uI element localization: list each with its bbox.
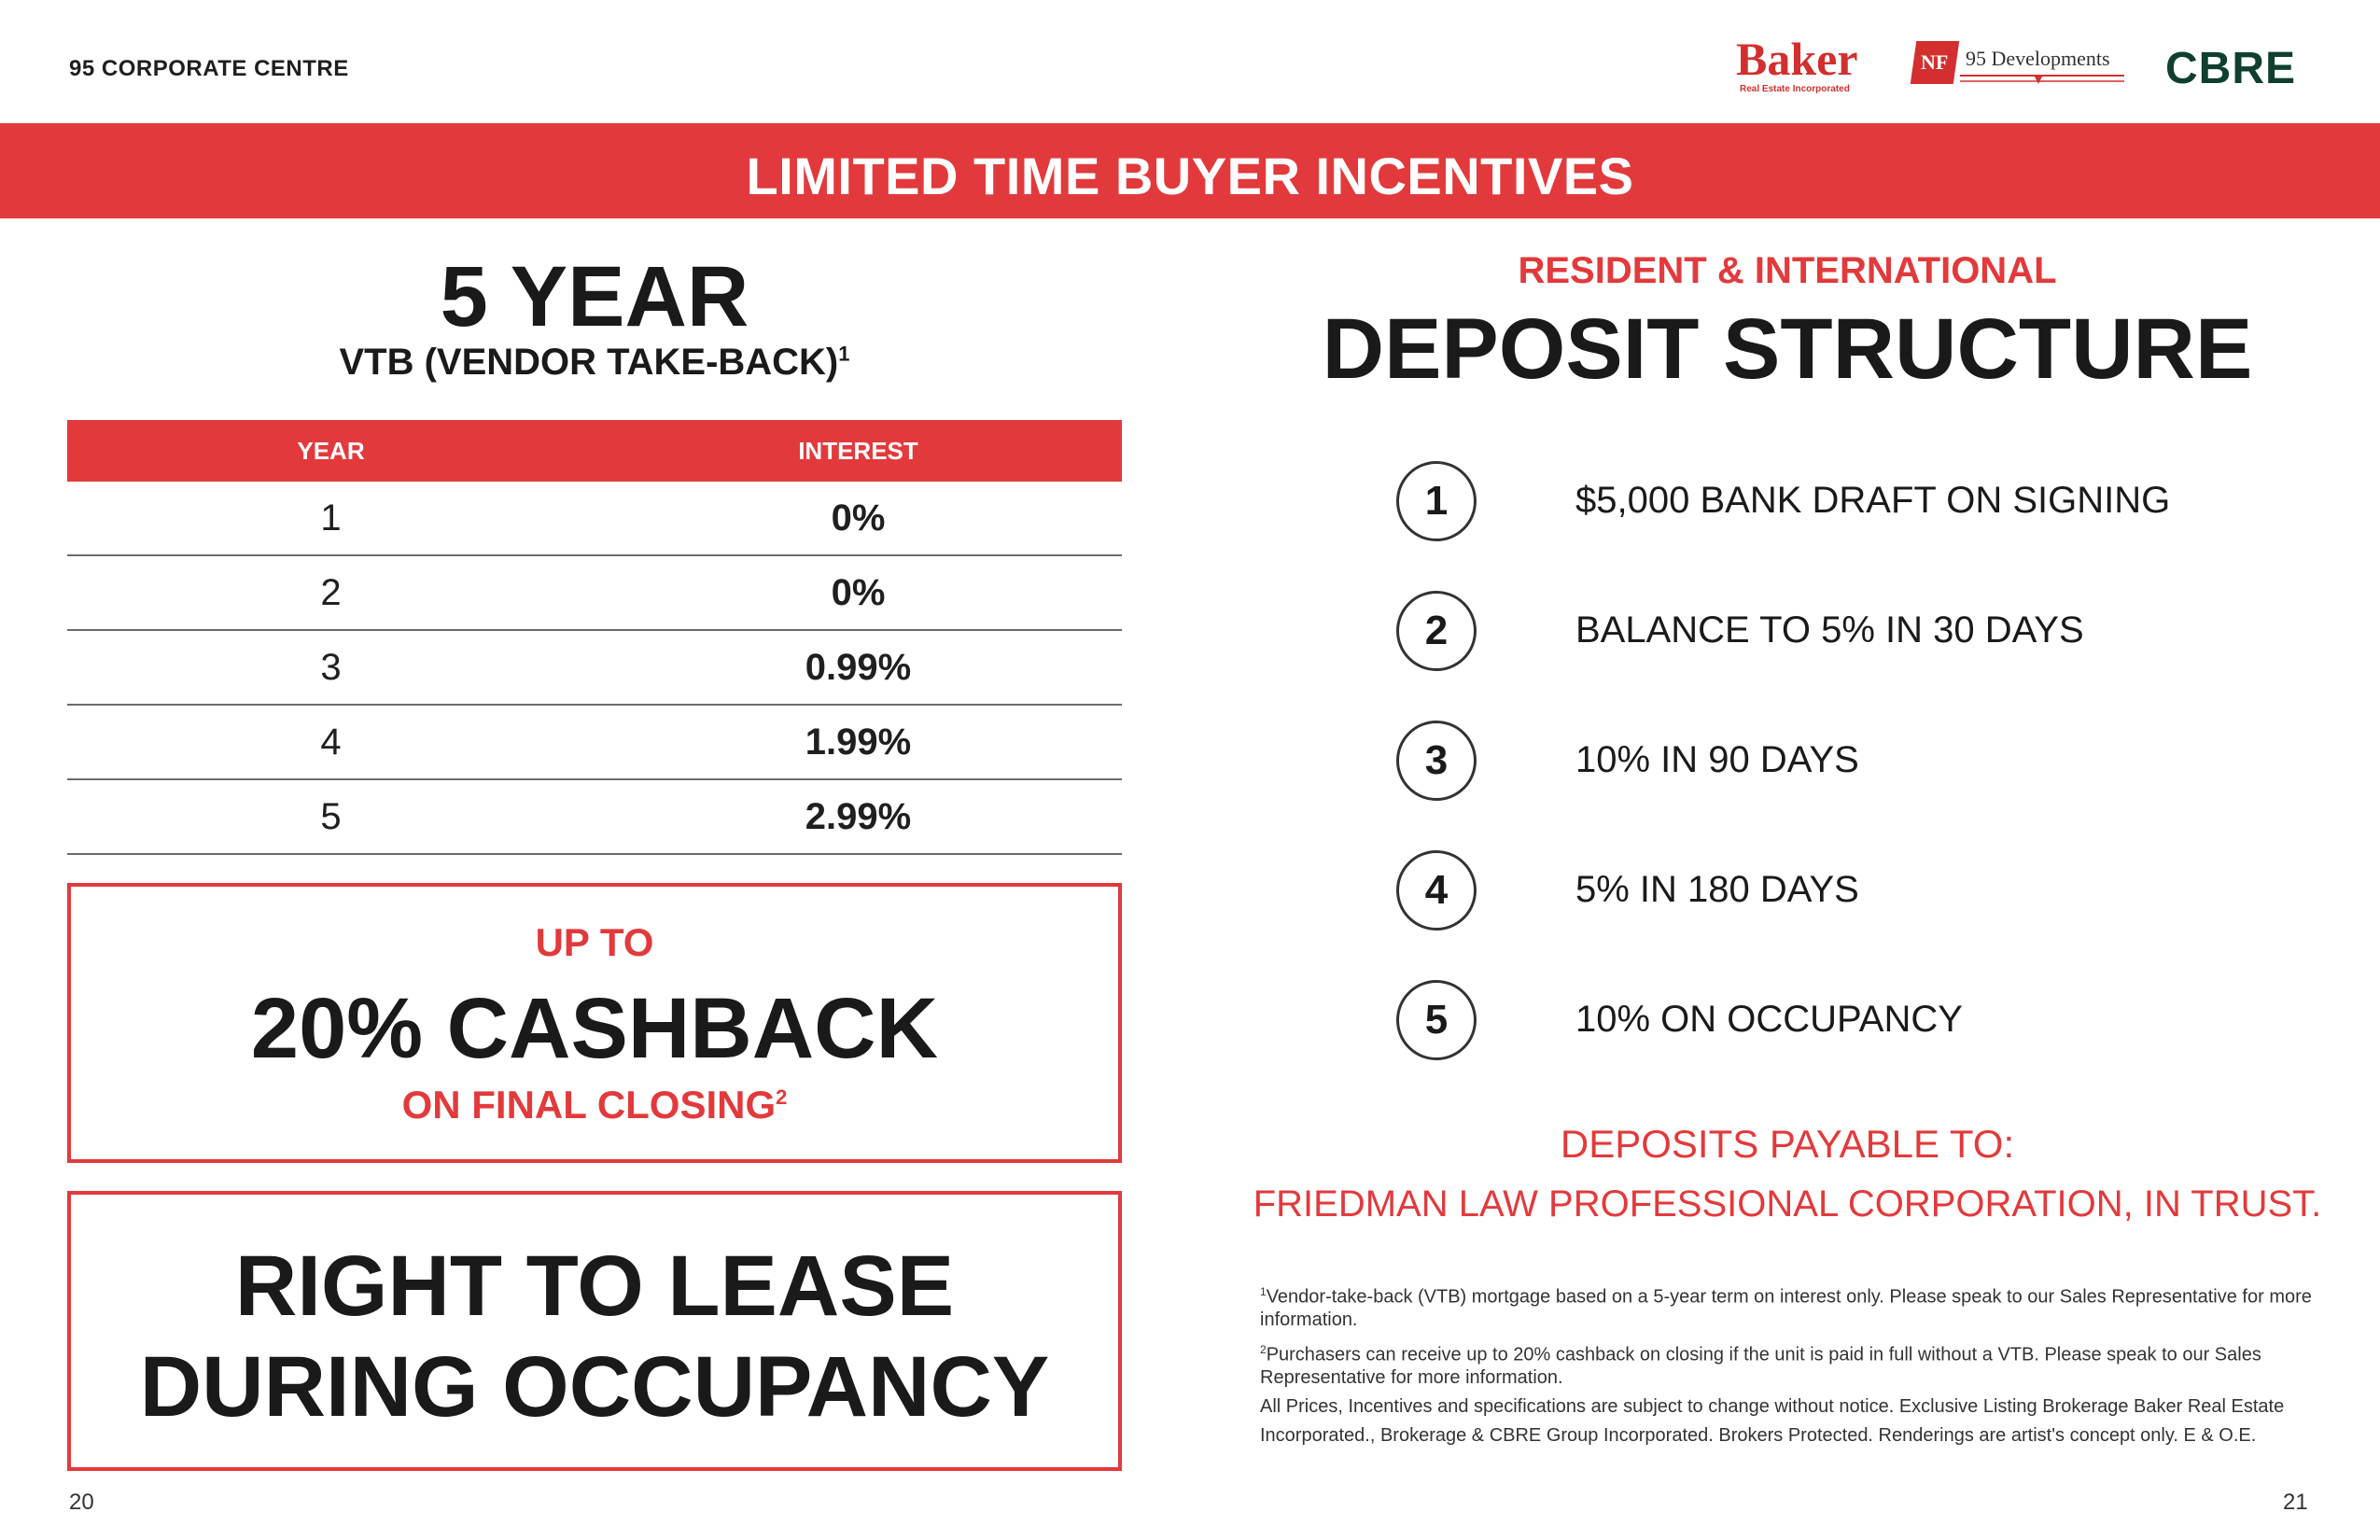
deposit-step: [1396, 721, 2330, 806]
footnote-1-text: Vendor-take-back (VTB) mortgage based on a 5-year term on interest only. Please speak to our Sales Representative for more information.: [1260, 1286, 2312, 1330]
page-number-right: 21: [2283, 1490, 2308, 1515]
step-text: $5,000 BANK DRAFT ON SIGNING: [1575, 480, 2171, 521]
vtb-heading: 5 YEAR: [440, 249, 749, 344]
step-number-circle: 4: [1396, 850, 1477, 931]
vtb-subheading: [67, 342, 1122, 384]
disclaimer: All Prices, Incentives and specifications are subject to change without notice. Exclusive Listing Brokerage Baker Real Estate Incorporated., Brokerage & CBRE Group Incorporated. Brokers Protected. Renderings are artist's concept only. E & O.E.: [1260, 1396, 2285, 1446]
year-cell: 4: [67, 705, 595, 779]
year-cell: 2: [67, 555, 595, 630]
deposit-subheading: RESIDENT & INTERNATIONAL: [1518, 250, 2057, 291]
cashback-headline: 20% CASHBACK: [250, 981, 939, 1076]
lease-line-2: DURING OCCUPANCY: [139, 1339, 1050, 1435]
nf-95-developments-logo: [1913, 41, 2128, 93]
cashback-box: [67, 883, 1122, 1163]
baker-logo-tag: Real Estate Incorporated: [1740, 84, 1850, 94]
table-row: [67, 779, 1122, 854]
table-row: [67, 705, 1122, 779]
deposit-step: [1396, 461, 2330, 547]
cashback-footnote-ref: 2: [776, 1085, 788, 1109]
table-header-row: [67, 420, 1122, 482]
baker-logo-name: Baker: [1736, 33, 1858, 85]
interest-cell: 2.99%: [595, 779, 1122, 854]
nf-badge-text: NF: [1921, 50, 1949, 74]
footnote-1: [1260, 1281, 2324, 1331]
step-text: 5% IN 180 DAYS: [1575, 869, 1859, 910]
nf-badge-icon: [1911, 41, 1959, 84]
interest-cell: 0%: [595, 482, 1122, 555]
deposit-step: [1396, 980, 2330, 1066]
table-row: [67, 482, 1122, 555]
step-number-circle: 5: [1396, 980, 1477, 1060]
page-number-left: 20: [69, 1490, 94, 1515]
vtb-footnote-ref: 1: [838, 342, 850, 366]
footnote-1-marker: 1: [1260, 1285, 1267, 1298]
incentives-banner: [0, 123, 2380, 218]
step-number-circle: 1: [1396, 461, 1477, 541]
table-row: [67, 630, 1122, 705]
column-header-year: YEAR: [67, 420, 595, 482]
banner-title: LIMITED TIME BUYER INCENTIVES: [746, 147, 1634, 205]
year-cell: 1: [67, 482, 595, 555]
nf-logo-text: 95 Developments: [1966, 47, 2110, 70]
deposit-step: [1396, 850, 2330, 936]
footnote-2-text: Purchasers can receive up to 20% cashback on closing if the unit is paid in full without a VTB. Please speak to our Sales Representative for more information.: [1260, 1344, 2261, 1388]
interest-cell: 0%: [595, 555, 1122, 630]
baker-logo: [1736, 35, 1876, 101]
step-text: BALANCE TO 5% IN 30 DAYS: [1575, 609, 2084, 651]
year-cell: 3: [67, 630, 595, 705]
cbre-logo: CBRE: [2165, 44, 2297, 93]
interest-cell: 0.99%: [595, 630, 1122, 705]
step-text: 10% IN 90 DAYS: [1575, 739, 1859, 780]
lease-headline: [71, 1236, 1118, 1437]
lease-line-1: RIGHT TO LEASE: [234, 1239, 955, 1334]
year-cell: 5: [67, 779, 595, 854]
step-number-circle: 3: [1396, 721, 1477, 801]
deposit-heading: DEPOSIT STRUCTURE: [1322, 301, 2253, 397]
footnote-2-marker: 2: [1260, 1343, 1267, 1356]
step-text: 10% ON OCCUPANCY: [1575, 999, 1963, 1040]
lease-box: [67, 1191, 1122, 1471]
footnote-2: [1260, 1338, 2324, 1389]
interest-cell: 1.99%: [595, 705, 1122, 779]
table-row: [67, 555, 1122, 630]
cashback-closing-text: ON FINAL CLOSING: [401, 1083, 777, 1127]
step-number-circle: 2: [1396, 591, 1477, 671]
deposits-payable-to: FRIEDMAN LAW PROFESSIONAL CORPORATION, IN TRUST.: [1253, 1183, 2322, 1225]
vtb-interest-table: [67, 420, 1122, 855]
document-title: 95 CORPORATE CENTRE: [69, 56, 349, 81]
vtb-subheading-text: VTB (VENDOR TAKE-BACK): [339, 342, 839, 383]
deposits-payable-heading: DEPOSITS PAYABLE TO:: [1560, 1122, 2015, 1166]
column-header-interest: INTEREST: [595, 420, 1122, 482]
deposit-step: [1396, 591, 2330, 677]
nf-underline-icon: [1960, 73, 2124, 88]
cashback-up-to: UP TO: [535, 920, 654, 964]
cashback-closing: [71, 1083, 1118, 1127]
